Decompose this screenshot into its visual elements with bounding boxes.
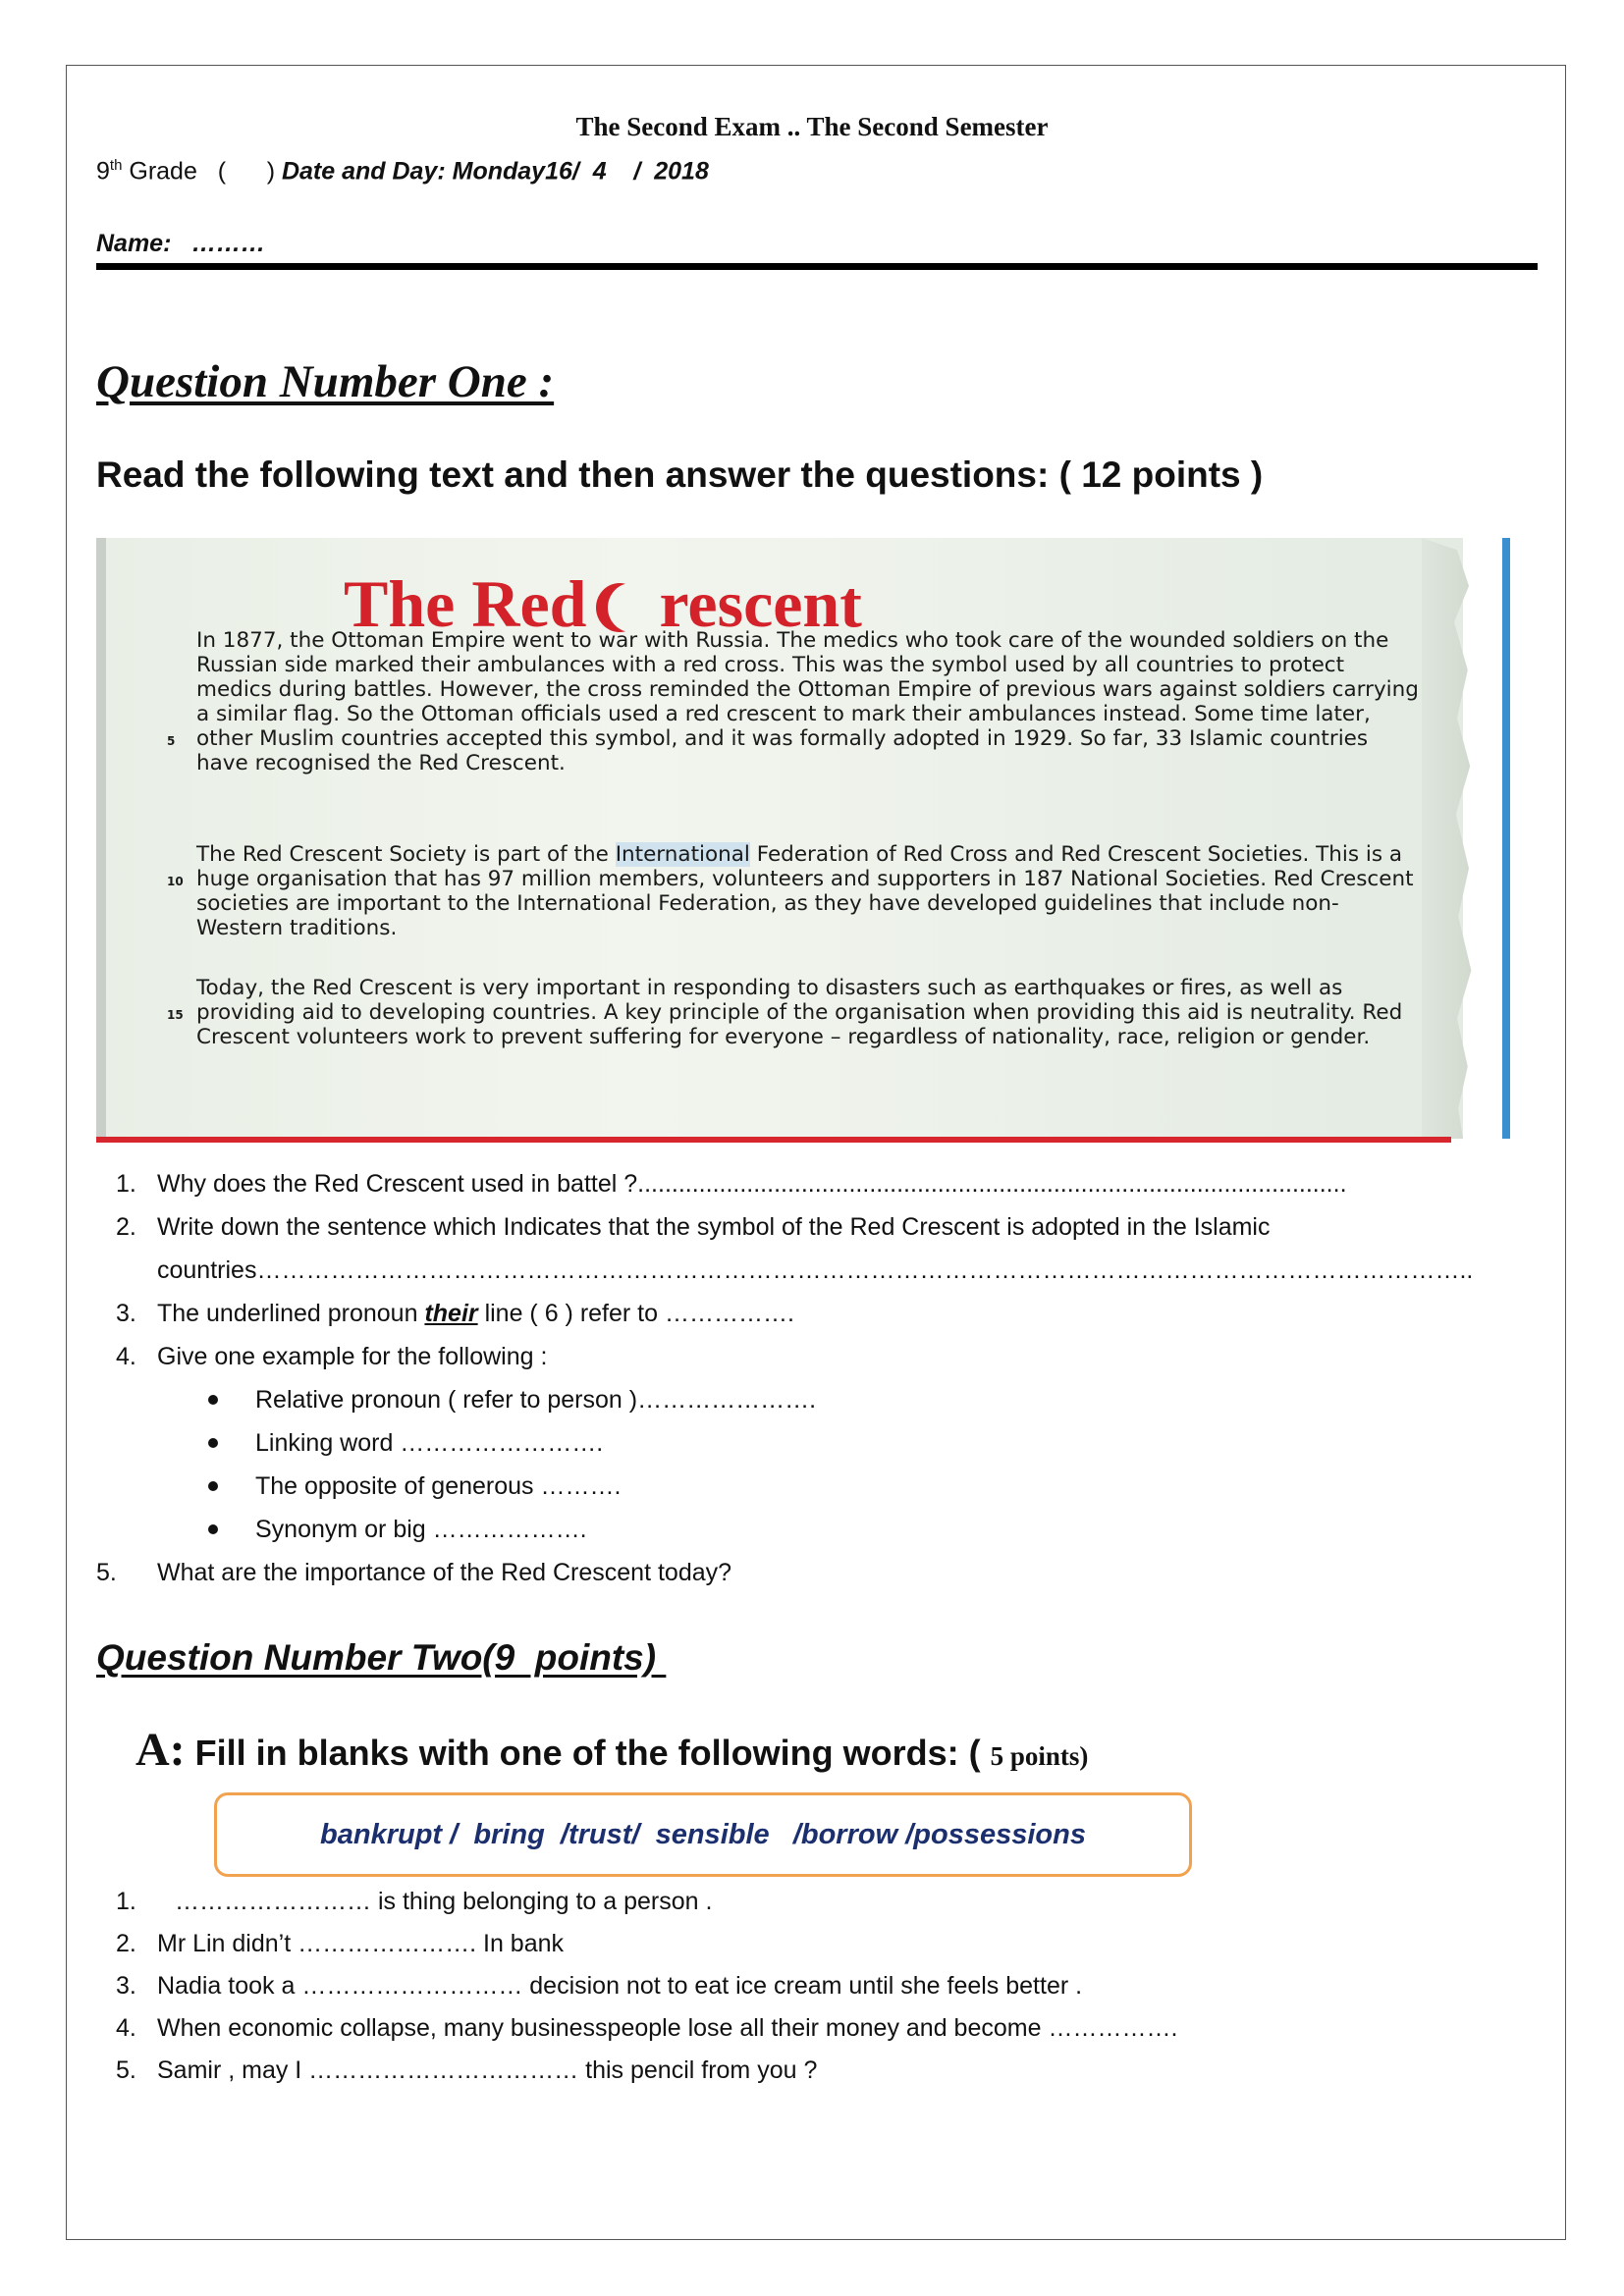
underlined-pronoun: their xyxy=(424,1300,478,1327)
part-text: Fill in blanks with one of the following words: ( xyxy=(185,1733,991,1773)
part-points: 5 points) xyxy=(990,1741,1089,1771)
bullet-text: The opposite of generous ………. xyxy=(255,1472,622,1500)
passage-torn-edge xyxy=(1422,538,1481,1139)
passage-edge xyxy=(96,538,106,1139)
list-item xyxy=(96,1205,1510,1292)
bullet-text: Synonym or big ………………. xyxy=(255,1516,587,1543)
item-number: 5. xyxy=(96,1559,117,1586)
item-number: 2. xyxy=(116,1213,136,1241)
highlighted-word: International xyxy=(615,842,750,867)
item-number: 2. xyxy=(116,1930,136,1957)
list-item xyxy=(96,1551,1510,1594)
item-number: 3. xyxy=(116,1972,136,2000)
passage-title-part1: The Red xyxy=(344,566,587,641)
item-text: Mr Lin didn’t …………………. In bank xyxy=(157,1930,565,1957)
paragraph-1-text: In 1877, the Ottoman Empire went to war with Russia. The medics who took care of the wounded soldiers on the Russian side marked their ambulances with a red cross. This was the symbol used by all countries to protect medics during battles. However, the cross reminded the Ottoman Empire of previous wars against soldiers carrying a similar flag. So the Ottoman officials used a red crescent to mark their ambulances instead. Some time later, other Muslim countries accepted this symbol, and it was formally adopted in 1929. So far, 33 Islamic countries have recognised the Red Crescent. xyxy=(196,628,1419,775)
question-two-heading: Question Number Two(9 points) xyxy=(96,1637,667,1678)
reading-passage-image xyxy=(96,538,1510,1147)
list-item xyxy=(96,2050,1510,2092)
item-text: When economic collapse, many businesspeople lose all their money and become ……………. xyxy=(157,2014,1178,2042)
bullet-item xyxy=(96,1508,1510,1551)
grade-number: 9 xyxy=(96,157,110,186)
line-number: 5 xyxy=(167,734,176,748)
passage-title-part2: rescent xyxy=(659,566,862,641)
passage-red-bar xyxy=(96,1137,1451,1143)
bullet-icon xyxy=(208,1438,218,1448)
line-number: 10 xyxy=(167,875,184,888)
item-number: 5. xyxy=(116,2056,136,2084)
part-letter: A: xyxy=(135,1724,186,1776)
bullet-icon xyxy=(208,1395,218,1405)
date-label: Date and Day: Monday16/ 4 / 2018 xyxy=(281,157,709,186)
item-text: line ( 6 ) refer to ……………. xyxy=(477,1300,794,1327)
item-number: 1. xyxy=(116,1888,136,1915)
name-field: Name: ……… xyxy=(96,230,266,257)
item-text: The underlined pronoun xyxy=(157,1300,425,1327)
list-item xyxy=(96,2007,1510,2050)
item-number: 1. xyxy=(116,1170,136,1198)
paragraph-2-text-b: Federation of Red Cross and Red Crescent Societies. This is a huge organisation that has 97 million members, volunteers and supporters in 187 National Societies. Red Crescent societies are important to the International Federation, as they have developed guidelines that include non-Western traditions. xyxy=(196,842,1414,940)
bullet-item xyxy=(96,1421,1510,1465)
paragraph-2-text-a: The Red Crescent Society is part of the xyxy=(196,842,616,867)
list-item xyxy=(96,1292,1510,1335)
list-item xyxy=(96,1335,1510,1378)
passage-paragraph-3 xyxy=(167,976,1424,1049)
item-text: Give one example for the following : xyxy=(157,1343,548,1370)
header-divider xyxy=(96,263,1538,270)
word-bank-text: bankrupt / bring /trust/ sensible /borrow /possessions xyxy=(320,1818,1086,1850)
part-a-instruction xyxy=(135,1723,1088,1777)
line-number: 15 xyxy=(167,1008,184,1022)
bullet-icon xyxy=(208,1481,218,1491)
grade-suffix: th xyxy=(109,157,123,174)
list-item xyxy=(96,1881,1510,1923)
bullet-item xyxy=(96,1465,1510,1508)
item-text: Write down the sentence which Indicates that the symbol of the Red Crescent is adopted in the Islamic countries………………………………………………………………………………………………………………………………….. xyxy=(157,1213,1474,1284)
item-text: Samir , may I …………………………… this pencil from you ? xyxy=(157,2056,818,2084)
question-one-heading: Question Number One : xyxy=(96,356,555,407)
grade-label: Grade ( ) xyxy=(122,157,282,186)
bullet-text: Relative pronoun ( refer to person )…………………. xyxy=(255,1386,817,1414)
grade-date-line xyxy=(96,157,709,186)
passage-paragraph-1 xyxy=(167,628,1424,775)
item-text: Nadia took a ……………………… decision not to eat ice cream until she feels better . xyxy=(157,1972,1083,2000)
exam-title: The Second Exam .. The Second Semester xyxy=(575,112,1049,141)
list-item xyxy=(96,1965,1510,2007)
bullet-text: Linking word ……………………. xyxy=(255,1429,604,1457)
list-item xyxy=(96,1923,1510,1965)
passage-paragraph-2 xyxy=(167,842,1424,940)
item-text: Why does the Red Crescent used in battel ?........................................................................................................ xyxy=(157,1170,1347,1198)
question-one-instruction: Read the following text and then answer the questions: ( 12 points ) xyxy=(96,454,1264,495)
item-number: 4. xyxy=(116,2014,136,2042)
bullet-icon xyxy=(208,1524,218,1534)
passage-blue-bar xyxy=(1502,538,1510,1139)
item-number: 3. xyxy=(116,1300,136,1327)
bullet-item xyxy=(96,1378,1510,1421)
fill-in-list xyxy=(96,1881,1510,2092)
item-number: 4. xyxy=(116,1343,136,1370)
crescent-icon xyxy=(608,583,655,632)
paragraph-3-text: Today, the Red Crescent is very important in responding to disasters such as earthquakes or fires, as well as providing aid to developing countries. A key principle of the organisation when providing this aid is neutrality. Red Crescent volunteers work to prevent suffering for everyone – regardless of nationality, race, religion or gender. xyxy=(196,976,1403,1049)
question-one-list xyxy=(96,1162,1510,1594)
item-text: …………………… is thing belonging to a person . xyxy=(175,1888,713,1915)
list-item xyxy=(96,1162,1510,1205)
item-text: What are the importance of the Red Crescent today? xyxy=(157,1559,732,1586)
